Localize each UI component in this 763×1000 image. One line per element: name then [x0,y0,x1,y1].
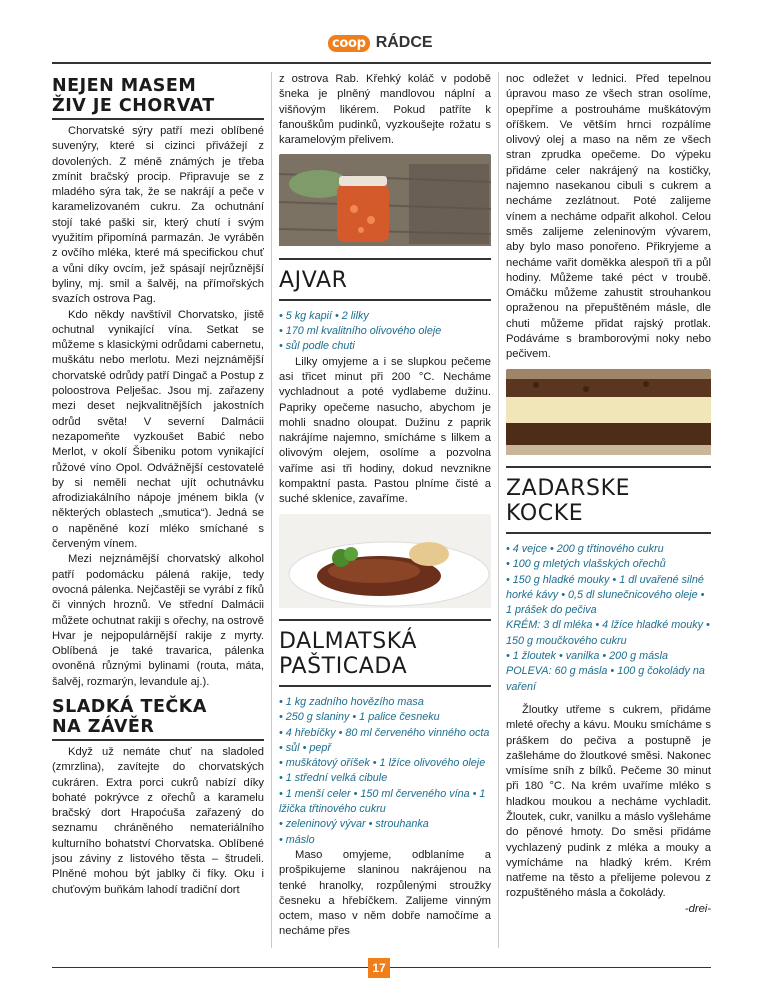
ingredient-line: • 170 ml kvalitního olivového oleje [279,325,442,338]
paragraph: Žloutky utřeme s cukrem, přidáme mleté ořechy a kávu. Mouku smícháme s práškem do pečiva a postupně je zašleháme do žloutkové směsi. Nakonec vmísíme sníh z bílků. Pečeme 30 minut při 180 °C. Na krém uvaříme mléko s hladkou moukou a necháme vychladit. Žloutek, cukr, vanilku a máslo vyšleháme do pěnové hmoty. Do směsi přidáme vychlazený pudink z mléka a mouky a vymícháme na hladký krém. Krém natřeme na těsto a přelijeme polevou z rozpuštěného másla a čokolády. [506,703,711,900]
column-3 [506,72,711,917]
ingredient-line: • 4 vejce • 200 g třtinového cukru [506,542,664,555]
page-number: 17 [368,958,390,978]
page-header [328,34,433,52]
ingredient-line: • 100 g mletých vlašských ořechů [506,558,666,571]
paragraph: Maso omyjeme, odblaníme a prošpikujeme slaninou nakrájenou na tenké hranolky, rozpůlenými stroužky česneku a hřebíčkem. Zalijeme vinným octem, maso v něm dobře namočíme a necháme přes [279,848,491,938]
ingredient-line: • muškátový oříšek • 1 lžíce olivového oleje • 1 střední velká cibule [279,757,486,785]
paragraph: Když už nemáte chuť na sladoled (zmrzlina), zavítejte do chorvatských cukráren. Extra porci cukrů nabízí díky bohaté pokrývce z ořechů a karamelu bračský dort Hrapoćuša zařazený do seznamu chráněného nemateriálního kulturního bohatství Chorvatska. Oblíbené jsou záviny z listového těsta – štrudeli. Plněné mohou být jablky či fíky. Oku i chuťovým buňkám lahodí tradiční dort [52,745,264,896]
ingredient-line: • 1 kg zadního hovězího masa [279,695,424,708]
recipe-title-zadarske-kocke: ZADARSKE KOCKE [506,475,631,526]
paragraph: z ostrova Rab. Křehký koláč v podobě šneka je plněný mandlovou náplní a višňovým likérem. Pokud patříte k fanouškům pudinků, vyzkoušejte rožatu s karamelovým přelivem. [279,73,491,147]
paragraph: Mezi nejznámější chorvatský alkohol patří podomácku pálená rakije, tedy ovocná pálenka. Nejčastěji se vyrábí z fíků či vinných hroznů. Ve střední Dalmácii můžete ochutnat rakiji s ořechy, na ostrově Hvar je nejpopulárnější rakije z myrty. Oblíbená je také travarica, pálenka ovoněná různými bylinami (routa, máta, šalvěj, rozmarýn, levandule aj.). [52,553,264,688]
section-rubric: RÁDCE [375,34,433,51]
recipe-title-ajvar: AJVAR [279,267,348,293]
recipe-title-pasticada: DALMATSKÁ PAŠTICADA [279,628,418,679]
section-rule [279,685,491,687]
heading-rule [52,739,264,741]
pasticada-photo [279,514,491,613]
paragraph: Lilky omyjeme a i se slupkou pečeme asi třicet minut při 200 °C. Necháme vychladnout a poté vydlabeme dužinu. Papriky opečeme nasucho, abychom je mohli snadno oloupat. Dužinu z paprik nakrájíme najemno, smícháme s lilkem a olivovým olejem, osolíme a pozvolna vaříme asi tři hodiny, dokud nevznikne kompaktní pasta. Pastou plníme čisté a suché sklenice, zavaříme. [279,355,491,506]
paragraph: Chorvatské sýry patří mezi oblíbené suvenýry, které si cizinci přivážejí z dovolených. Z méně známých je třeba zmínit bračský procip. Připravuje se z mladého sýra tak, že se nakrájí a peče v karamelizovaném cukru. Za ochutnání stojí také paški sir, který chutí i svým využitím připomíná parmazán. Je vyráběn z ovčího mléka, které má specifickou chuť a vůni díky ovcím, jež spásají nejrůznější byliny, mj. smil a šalvěj, na přímořských svazích ostrova Pag. [52,125,264,306]
paragraph: noc odležet v lednici. Před tepelnou úpravou maso ze všech stran osolíme, opepříme a postrouháme muškátovým oříškem. Ve větším hrnci rozpálíme olivový olej a maso na něm ze všech stran zprudka opečeme. Do výpeku přidáme celer nakrájený na kostičky, najemno nasekanou cibuli s cukrem a necháme zezlátnout. Poté zalijeme vínem a necháme odpařit alkohol. Celou směs zalijeme zeleninovým vývarem, aby bylo maso ponořeno. Přikryjeme a necháme vařit doměkka alespoň tři a půl hodiny. Můžeme také péct v troubě. Omáčku můžeme zahustit strouhankou opraženou na přepuštěném másle, dle chuti můžeme přidat rajský protlak. Podáváme s bramborovými noky nebo pečivem. [506,73,711,361]
section-rule [506,466,711,468]
ingredient-line: • zeleninový vývar • strouhanka [279,818,429,831]
ingredient-line: • 150 g hladké mouky • 1 dl uvařené silné horké kávy • 0,5 dl slunečnicového oleje • 1 prášek do pečiva [506,573,705,617]
heading-rule [52,118,264,120]
column-divider [271,72,272,948]
heading-dessert: SLADKÁ TEČKA NA ZÁVĚR [52,696,207,737]
column-2 [279,72,491,940]
author-signature: -drei- [684,902,711,915]
paragraph: Kdo někdy navštívil Chorvatsko, jistě ochutnal vynikající vína. Setkat se můžeme s klasickými odrůdami cabernetu, muškátu nebo merlotu. Mezi nejznámější chorvatské odrůdy patří Dingač a Postup z poloostrova Pelješac. Jsou mj. zařazeny mezi deset nejkvalitnějších jakostních odrůd světa! V severní Dalmácii nezapomeňte vyzkoušet Babić nebo Merlot, v okolí Šibeniku potom vynikající růžové víno Opol. Odvážnější cestovatelé by si neměli nechat ujít ochutnávku afrodiziakálního nápoje jménem bikla (v některých oblastech „smutica“). Jedná se o napěněné kozí mléko smíchané s červeným vínem. [52,308,264,551]
section-rule [279,258,491,260]
column-divider [498,72,499,948]
ingredient-line: • 5 kg kapií • 2 lilky [279,309,369,322]
ingredient-line: • máslo [279,833,315,846]
coop-logo: coop [328,35,370,52]
heading-croatian-food: NEJEN MASEM ŽIV JE CHORVAT [52,76,215,116]
ingredient-line: POLEVA: 60 g másla • 100 g čokolády na vaření [506,665,705,693]
ingredient-line: • sůl podle chuti [279,340,355,353]
header-rule [52,62,711,64]
section-rule [506,532,711,534]
section-rule [279,299,491,301]
zadarske-kocke-photo [506,369,711,460]
ingredient-line: • 1 menší celer • 150 ml červeného vína • 1 lžička třtinového cukru [279,787,486,816]
ingredient-line: • 4 hřebíčky • 80 ml červeného vinného octa • sůl • pepř [279,726,490,754]
ingredient-line: KRÉM: 3 dl mléka • 4 lžíce hladké mouky • 150 g moučkového cukru [506,619,710,647]
ingredient-line: • 250 g slaniny • 1 palice česneku [279,711,440,724]
section-rule [279,619,491,621]
ajvar-jar-photo [279,154,491,251]
ingredient-line: • 1 žloutek • vanilka • 200 g másla [506,650,668,663]
column-1 [52,72,264,898]
